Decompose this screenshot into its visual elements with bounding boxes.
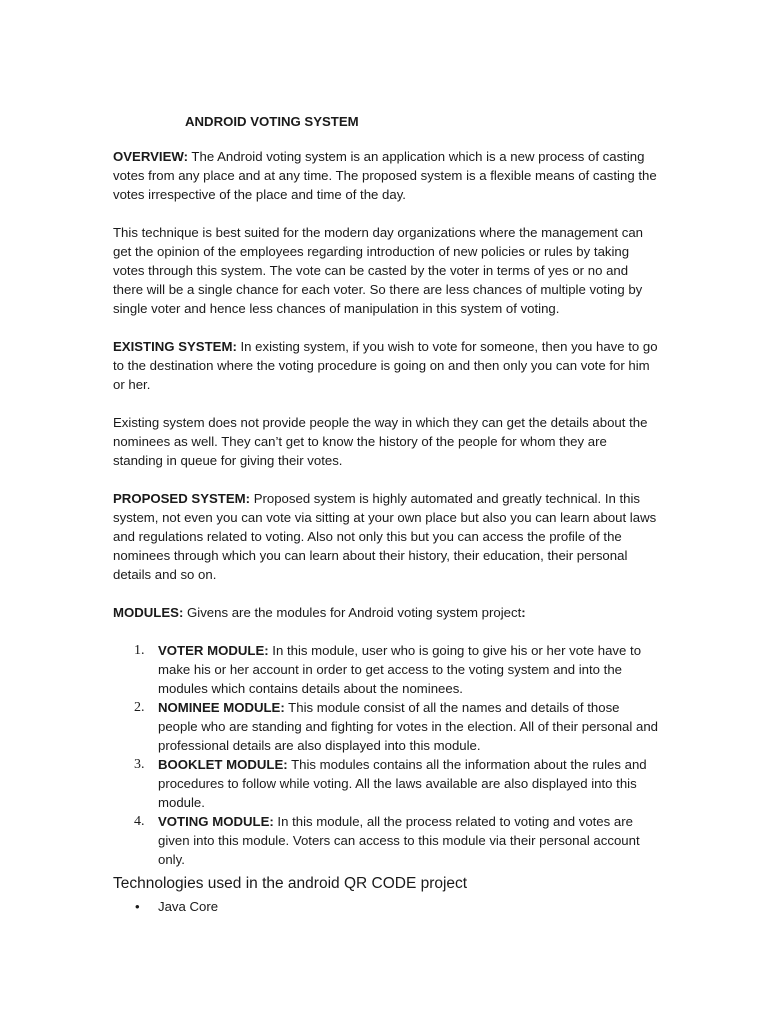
technologies-list xyxy=(113,897,658,916)
module-item-booklet xyxy=(113,755,658,812)
list-number: 2. xyxy=(134,700,145,715)
technologies-heading: Technologies used in the android QR CODE project xyxy=(113,875,468,892)
module-label: VOTING MODULE: xyxy=(158,814,274,829)
list-number: 3. xyxy=(134,757,145,772)
existing-limitations-paragraph: Existing system does not provide people the way in which they can get the details about the nominees as well. They can’t get to know the history of the people for whom they are standing in queue for giving their votes. xyxy=(113,415,648,468)
module-label: NOMINEE MODULE: xyxy=(158,700,285,715)
module-text: This modules contains all the information about the rules and procedures to follow while voting. All the laws available are also displayed into this module. xyxy=(158,757,647,810)
overview-label: OVERVIEW: xyxy=(113,149,188,164)
modules-intro-colon: : xyxy=(521,605,526,620)
module-text: In this module, all the process related to voting and votes are given into this module. Voters can access to this module via their personal account only. xyxy=(158,814,640,867)
module-label: BOOKLET MODULE: xyxy=(158,757,288,772)
overview-text: The Android voting system is an application which is a new process of casting votes from any place and at any time. The proposed system is a flexible means of casting the votes irrespective of the place and time of the day. xyxy=(113,149,657,202)
technology-item-text: Java Core xyxy=(158,899,219,914)
module-item-nominee xyxy=(113,698,658,755)
modules-intro-text: Givens are the modules for Android voting system project xyxy=(183,605,522,620)
module-item-voter xyxy=(113,641,658,698)
list-number: 4. xyxy=(134,814,145,829)
existing-system-label: EXISTING SYSTEM: xyxy=(113,339,237,354)
modules-label: MODULES: xyxy=(113,605,184,620)
technique-paragraph: This technique is best suited for the modern day organizations where the management can get the opinion of the employees regarding introduction of new policies or rules by taking votes through this system. The vote can be casted by the voter in terms of yes or no and there will be a single chance for each voter. So there are less chances of multiple voting by single voter and hence less chances of manipulation in this system of voting. xyxy=(113,225,644,316)
document-title: ANDROID VOTING SYSTEM xyxy=(185,114,359,129)
technology-item xyxy=(113,897,658,916)
modules-intro-paragraph xyxy=(113,603,658,622)
proposed-system-text: Proposed system is highly automated and greatly technical. In this system, not even you can vote via sitting at your own place but also you can learn about laws and regulations related to voting. Also not only this but you can access the profile of the nominees through which you can learn about their history, their education, their personal details and so on. xyxy=(113,491,657,582)
module-item-voting xyxy=(113,812,658,869)
module-label: VOTER MODULE: xyxy=(158,643,269,658)
module-text: In this module, user who is going to give his or her vote have to make his or her account in order to get access to the voting system and into the modules which contains details about the nominees. xyxy=(158,643,642,696)
proposed-system-paragraph xyxy=(113,489,658,584)
bullet-icon: • xyxy=(135,899,140,914)
overview-paragraph xyxy=(113,147,658,204)
existing-system-paragraph xyxy=(113,337,658,394)
module-text: This module consist of all the names and details of those people who are standing and fighting for votes in the election. All of their personal and professional details are also displayed into this module. xyxy=(158,700,658,753)
modules-list xyxy=(113,641,658,869)
proposed-system-label: PROPOSED SYSTEM: xyxy=(113,491,251,506)
list-number: 1. xyxy=(134,643,145,658)
existing-system-text: In existing system, if you wish to vote for someone, then you have to go to the destination where the voting procedure is going on and then only you can vote for him or her. xyxy=(113,339,658,392)
